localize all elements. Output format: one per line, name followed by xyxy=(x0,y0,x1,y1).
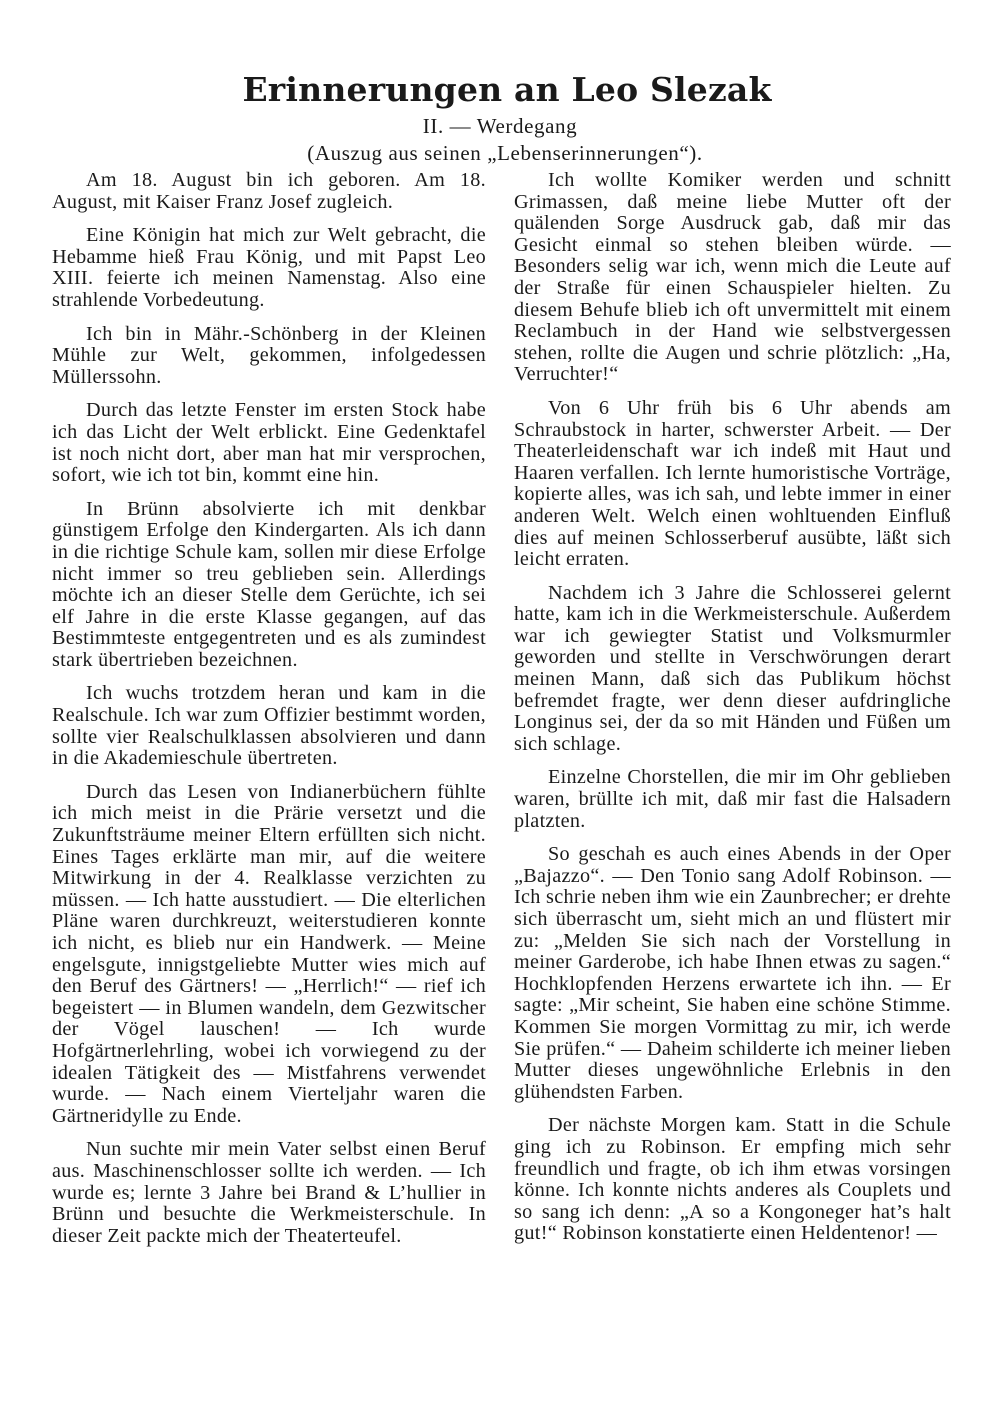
article-subtitle-chapter: II. — Werdegang xyxy=(422,114,578,138)
article-subtitle-source: (Auszug aus seinen „Lebenserinnerungen“). xyxy=(307,141,703,165)
paragraph: Ich wuchs trotzdem heran und kam in die Realschule. Ich war zum Offizier bestimmt worden, sollte vier Realschulklassen absolvieren und dann in die Akademieschule übertreten. xyxy=(52,682,486,770)
paragraph: Der nächste Morgen kam. Statt in die Schule ging ich zu Robinson. Er empfing mich sehr freundlich und fragte, ob ich ihm etwas vorsingen könne. Ich konnte nichts anderes als Couplets und so sang ich denn: „A so a Kongoneger hat’s halt gut!“ Robinson konstatierte einen Heldentenor! — xyxy=(514,1114,951,1245)
paragraph: Nachdem ich 3 Jahre die Schlosserei gelernt hatte, kam ich in die Werkmeisterschule. Außerdem war ich gewiegter Statist und Volksmurmler geworden und stellte in Verschwörungen derart meinen Mann, daß sich das Publikum höchst befremdet fragte, wer denn dieser aufdringliche Longinus sei, der da so mit Händen und Füßen um sich schlage. xyxy=(514,581,951,755)
left-column xyxy=(52,170,486,1259)
right-column xyxy=(514,170,951,1257)
paragraph: Am 18. August bin ich geboren. Am 18. August, mit Kaiser Franz Josef zugleich. xyxy=(52,169,486,213)
paragraph: Ich bin in Mähr.-Schönberg in der Kleinen Mühle zur Welt, gekommen, infolgedessen Müllerssohn. xyxy=(52,322,486,388)
paragraph: Eine Königin hat mich zur Welt gebracht, die Hebamme hieß Frau König, und mit Papst Leo XIII. feierte ich meinen Namenstag. Also eine strahlende Vorbedeutung. xyxy=(52,224,486,311)
paragraph: Durch das letzte Fenster im ersten Stock habe ich das Licht der Welt erblickt. Eine Gedenktafel ist noch nicht dort, aber man hat mir versprochen, sofort, wie ich tot bin, kommt eine hin. xyxy=(52,399,486,487)
paragraph: Ich wollte Komiker werden und schnitt Grimassen, daß meine liebe Mutter oft der quälenden Sorge Ausdruck gab, daß mir das Gesicht einmal so stehen bleiben würde. — Besonders selig war ich, wenn mich die Leute auf der Straße für einen Schauspieler hielten. Zu diesem Behufe blieb ich oft unvermittelt mit einem Reclambuch in der Hand wie selbstvergessen stehen, rollte die Augen und schrie plötzlich: „Ha, Verruchter!“ xyxy=(514,169,951,386)
paragraph: Von 6 Uhr früh bis 6 Uhr abends am Schraubstock in harter, schwerster Arbeit. — Der Theaterleidenschaft war ich indeß mit Haut und Haaren verfallen. Ich lernte humoristische Vorträge, kopierte alles, was ich sah, und lebte immer in einer anderen Welt. Welch einen wohltuenden Einfluß dies auf meinen Schlosserberuf ausübte, läßt sich leicht erraten. xyxy=(514,396,951,571)
paragraph: Einzelne Chorstellen, die mir im Ohr geblieben waren, brüllte ich mit, daß mir fast die Halsadern platzten. xyxy=(514,766,951,832)
paragraph: In Brünn absolvierte ich mit denkbar günstigem Erfolge den Kindergarten. Als ich dann in die richtige Schule kam, sollen mir diese Erfolge nicht immer so treu geblieben sein. Allerdings möchte ich an dieser Stelle dem Gerüchte, ich sei elf Jahre in die erste Klasse gegangen, auf das Bestimmteste entgegentreten und es als zumindest stark übertrieben bezeichnen. xyxy=(52,497,486,671)
paragraph: Nun suchte mir mein Vater selbst einen Beruf aus. Maschinenschlosser sollte ich werden. — Ich wurde es; lernte 3 Jahre bei Brand & L’hullier in Brünn und besuchte die Werkmeisterschule. In dieser Zeit packte mich der Theaterteufel. xyxy=(52,1138,486,1247)
article-title: Erinnerungen an Leo Slezak xyxy=(242,70,772,109)
paragraph: So geschah es auch eines Abends in der Oper „Bajazzo“. — Den Tonio sang Adolf Robinson. — Ich schrie neben ihm wie ein Zaunbrecher; er drehte sich überrascht um, sieht mich an und flüstert mir zu: „Melden Sie sich nach der Vorstellung in meiner Garderobe, ich habe Ihnen etwas zu sagen.“ Hochklopfenden Herzens erwartete ich ihn. — Er sagte: „Mir scheint, Sie haben eine schöne Stimme. Kommen Sie morgen Vormittag zu mir, ich werde Sie prüfen.“ — Daheim schilderte ich meiner lieben Mutter dieses ungewöhnliche Erlebnis in den glühendsten Farben. xyxy=(514,843,951,1103)
paragraph: Durch das Lesen von Indianerbüchern fühlte ich mich meist in die Prärie versetzt und die Zukunftsträume meiner Eltern erfüllten sich nicht. Eines Tages erklärte man mir, auf die weitere Mitwirkung in der 4. Realklasse verzichten zu müssen. — Ich hatte ausstudiert. — Die elterlichen Pläne waren durchkreuzt, weiterstudieren konnte ich nicht, es blieb nur ein Handwerk. — Meine engelsgute, innigstgeliebte Mutter wies mich auf den Beruf des Gärtners! — „Herrlich!“ — rief ich begeistert — in Blumen wandeln, dem Gezwitscher der Vögel lauschen! — Ich wurde Hofgärtnerlehrling, wobei ich vorwiegend zu der idealen Tätigkeit des — Mistfahrens verwendet wurde. — Nach einem Vierteljahr waren die Gärtneridylle zu Ende. xyxy=(52,780,486,1127)
